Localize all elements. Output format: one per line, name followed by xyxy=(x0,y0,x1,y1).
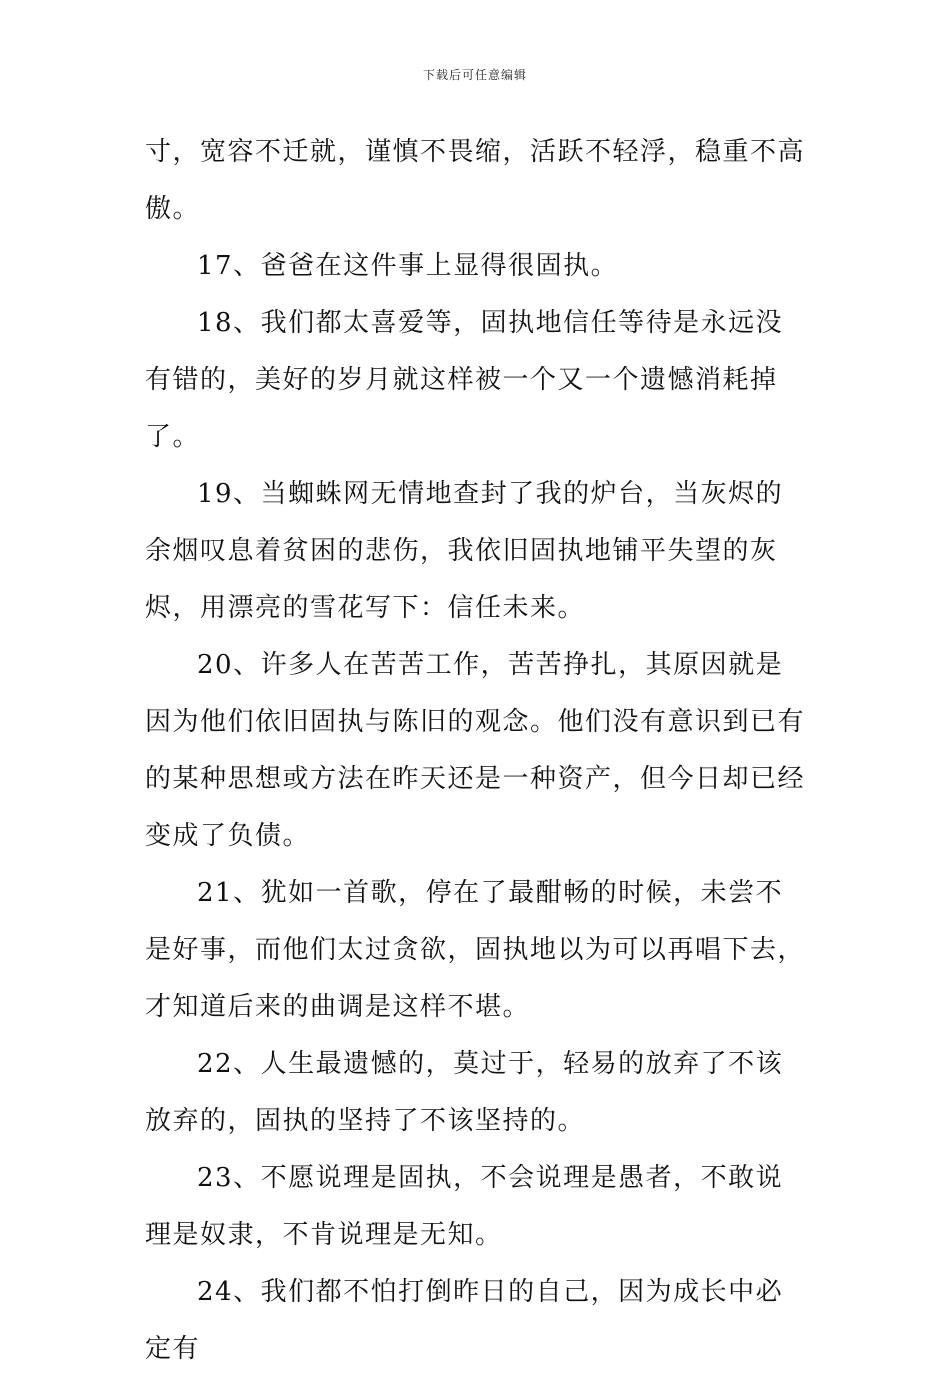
paragraph-23: 23、不愿说理是固执，不会说理是愚者，不敢说理是奴隶，不肯说理是无知。 xyxy=(145,1163,784,1250)
paragraph-20: 20、许多人在苦苦工作，苦苦挣扎，其原因就是因为他们依旧固执与陈旧的观念。他们没有意识到已有的某种思想或方法在昨天还是一种资产，但今日却已经变成了负债。 xyxy=(145,650,806,851)
paragraph-22: 22、人生最遗憾的，莫过于，轻易的放弃了不该放弃的，固执的坚持了不该坚持的。 xyxy=(145,1049,784,1136)
paragraph-24: 24、我们都不怕打倒昨日的自己，因为成长中必定有 xyxy=(145,1277,784,1364)
paragraph-17: 17、爸爸在这件事上显得很固执。 xyxy=(197,251,619,281)
paragraph-18: 18、我们都太喜爱等，固执地信任等待是永远没有错的，美好的岁月就这样被一个又一个遗憾消耗掉了。 xyxy=(145,308,784,452)
paragraph-21: 21、犹如一首歌，停在了最酣畅的时候，未尝不是好事，而他们太过贪欲，固执地以为可以再唱下去，才知道后来的曲调是这样不堪。 xyxy=(145,878,806,1022)
page-header: 下载后可任意编辑 xyxy=(422,68,527,82)
paragraph-19: 19、当蜘蛛网无情地查封了我的炉台，当灰烬的余烟叹息着贫困的悲伤，我依旧固执地铺平失望的灰烬，用漂亮的雪花写下：信任未来。 xyxy=(145,479,784,623)
document-body xyxy=(145,124,807,1378)
paragraph-continuation: 寸，宽容不迁就，谨慎不畏缩，活跃不轻浮，稳重不高傲。 xyxy=(145,137,806,224)
